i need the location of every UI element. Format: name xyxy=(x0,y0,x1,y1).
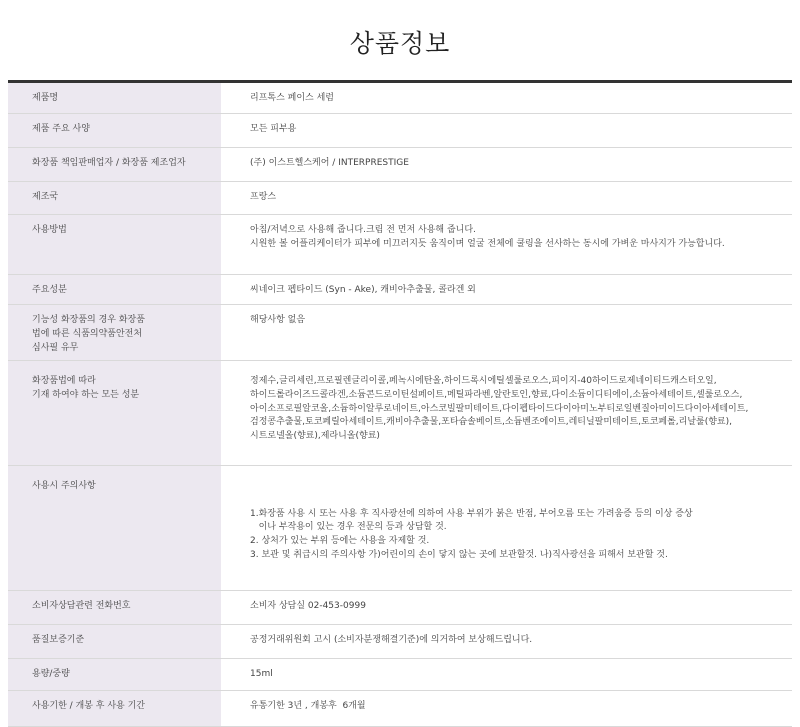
table-row xyxy=(8,691,792,727)
row-label xyxy=(8,625,221,659)
label-line: 법에 따른 식품의약품안전처 xyxy=(32,328,143,339)
row-value xyxy=(221,148,792,182)
row-label xyxy=(8,215,221,275)
value-line: 공정거래위원회 고시 (소비자분쟁해결기준)에 의거하여 보상해드립니다. xyxy=(250,635,533,646)
value-line: (주) 이스트헬스케어 / INTERPRESTIGE xyxy=(250,158,409,168)
table-row xyxy=(8,659,792,691)
value-line: 아침/저녁으로 사용해 줍니다.크림 전 먼저 사용해 줍니다. xyxy=(250,225,476,235)
label-line: 제조국 xyxy=(32,192,59,202)
row-label xyxy=(8,361,221,466)
row-value xyxy=(221,215,792,275)
label-line: 사용기한 / 개봉 후 사용 기간 xyxy=(32,701,145,712)
value-line: 정제수,글리세린,프로필렌글리이콜,페녹시에탄올,하이드록시에틸셀룰로오스,피이지-40하이드로제네이티드캐스터오일, xyxy=(250,376,717,386)
row-label xyxy=(8,275,221,305)
value-line: 모든 피부용 xyxy=(250,124,297,134)
label-line: 제품명 xyxy=(32,93,59,103)
product-info-table xyxy=(8,80,792,727)
row-value xyxy=(221,275,792,305)
value-line: 하이드롤라이즈드콜라겐,소듐콘드로이틴설페이트,메틸파라벤,알란토인,향료,다이소듐이디티에이,소듐아세테이트,셀룰로오스, xyxy=(250,389,743,400)
value-line: 15ml xyxy=(250,669,273,680)
table-row xyxy=(8,305,792,361)
label-line: 품질보증기준 xyxy=(32,635,85,646)
label-line: 사용시 주의사항 xyxy=(32,481,96,491)
row-label xyxy=(8,659,221,691)
row-value xyxy=(221,466,792,591)
table-row xyxy=(8,625,792,659)
value-line: 프랑스 xyxy=(250,192,277,202)
row-value xyxy=(221,591,792,625)
label-line: 심사필 유무 xyxy=(32,342,79,353)
table-row xyxy=(8,114,792,148)
label-line: 제품 주요 사양 xyxy=(32,124,90,134)
value-line: 이나 부작용이 있는 경우 전문의 등과 상담할 것. xyxy=(250,522,447,533)
row-label xyxy=(8,691,221,727)
value-line: 씨네이크 펩타이드 (Syn - Ake), 캐비아추출물, 콜라겐 외 xyxy=(250,285,476,295)
table-row xyxy=(8,361,792,466)
value-line: 시원한 볼 어플리케이터가 피부에 미끄러지듯 움직이며 얼굴 전체에 쿨링을 선사하는 동시에 가벼운 마사지가 가능합니다. xyxy=(250,238,725,249)
row-value xyxy=(221,82,792,114)
table-row xyxy=(8,275,792,305)
row-value xyxy=(221,691,792,727)
row-value xyxy=(221,659,792,691)
value-line: 1.화장품 사용 시 또는 사용 후 직사광선에 의하여 사용 부위가 붉은 반점, 부어오름 또는 가려움증 등의 이상 증상 xyxy=(250,508,693,519)
row-label xyxy=(8,466,221,591)
value-line: 해당사항 없음 xyxy=(250,315,306,325)
row-value xyxy=(221,182,792,215)
label-line: 기능성 화장품의 경우 화장품 xyxy=(32,315,145,325)
row-label xyxy=(8,182,221,215)
table-row xyxy=(8,148,792,182)
label-line: 기재 하여야 하는 모든 성분 xyxy=(32,389,140,400)
row-label xyxy=(8,591,221,625)
row-label xyxy=(8,82,221,114)
value-line: 3. 보관 및 취급시의 주의사항 가)어린이의 손이 닿지 않는 곳에 보관할것. 나)직사광선을 피해서 보관할 것. xyxy=(250,549,668,560)
row-value xyxy=(221,114,792,148)
table-row xyxy=(8,591,792,625)
value-line: 시트로넬올(향료),제라니올(향료) xyxy=(250,431,380,442)
row-value xyxy=(221,305,792,361)
table-row xyxy=(8,182,792,215)
label-line: 소비자상담관련 전화번호 xyxy=(32,601,131,612)
label-line: 용량/중량 xyxy=(32,669,70,680)
page-title: 상품정보 xyxy=(349,29,451,58)
row-value xyxy=(221,361,792,466)
value-line: 소비자 상담실 02-453-0999 xyxy=(250,601,366,612)
row-value xyxy=(221,625,792,659)
row-label xyxy=(8,114,221,148)
table-row xyxy=(8,215,792,275)
row-label xyxy=(8,148,221,182)
value-line: 리프톡스 페이스 세럼 xyxy=(250,93,334,103)
value-line: 2. 상처가 있는 부위 등에는 사용을 자제할 것. xyxy=(250,536,430,547)
label-line: 화장품 책임판매업자 / 화장품 제조업자 xyxy=(32,158,186,168)
value-line: 유통기한 3년 , 개봉후 6개월 xyxy=(250,701,366,712)
value-line: 검정콩추출물,토코페릴아세테이트,캐비아추출물,포타슘솔베이트,소듐벤조에이트,레티닐팔미테이트,토코페롤,리날룰(향료), xyxy=(250,417,733,428)
label-line: 주요성분 xyxy=(32,285,67,295)
table-row xyxy=(8,466,792,591)
label-line: 사용방법 xyxy=(32,225,67,235)
label-line: 화장품법에 따라 xyxy=(32,376,96,386)
row-label xyxy=(8,305,221,361)
table-row xyxy=(8,82,792,114)
value-line: 아이소프로필알코올,소듐하이알루로네이트,아스코빌팔미테이트,다이펩타이드다이아미노부티로일벤질아미이드다이아세테이트, xyxy=(250,403,749,414)
